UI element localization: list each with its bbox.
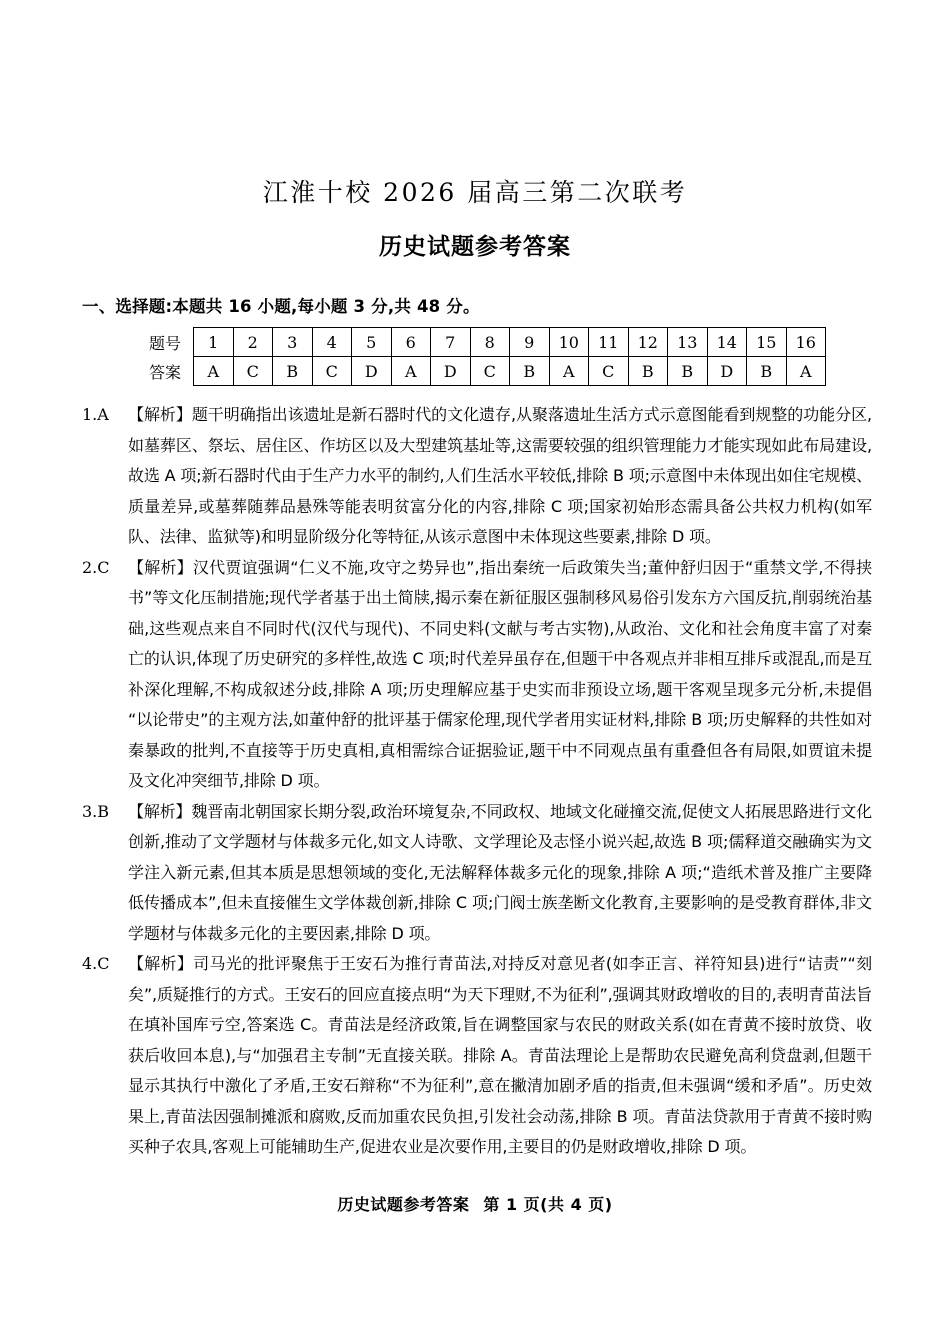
page-title: 江淮十校 2026 届高三第二次联考 (262, 178, 688, 207)
question-number-cell: 1 (194, 328, 234, 357)
explanation-item (82, 949, 872, 1163)
row-header-question-number: 题号 (137, 328, 194, 357)
answer-cell: A (391, 357, 431, 386)
answer-cell: A (194, 357, 234, 386)
footer-doc-name: 历史试题参考答案 (337, 1195, 470, 1214)
answer-cell: D (352, 357, 392, 386)
page-subtitle: 历史试题参考答案 (379, 234, 571, 260)
question-number-cell: 9 (510, 328, 550, 357)
question-number-cell: 12 (628, 328, 668, 357)
question-number-cell: 16 (786, 328, 826, 357)
footer-page-number: 第 1 页(共 4 页) (483, 1195, 613, 1214)
explanation-text: 【解析】魏晋南北朝国家长期分裂,政治环境复杂,不同政权、地域文化碰撞交流,促使文人拓展思路进行文化创新,推动了文学题材与体裁多元化,如文人诗歌、文学理论及志怪小说兴起,故选 B 项;儒释道交融确实为文学注入新元素,但其本质是思想领域的变化,无法解释体裁多元化的现象,排除 A 项;“造纸术普及推广主要降低传播成本”,但未直接催生文学体裁创新,排除 C 项;门阀士族垄断文化教育,主要影响的是受教育群体,非文学题材与体裁多元化的主要因素,排除 D 项。 (128, 801, 872, 943)
explanation-item (82, 400, 872, 553)
question-number-cell: 6 (391, 328, 431, 357)
answer-cell: C (470, 357, 510, 386)
question-number-cell: 13 (668, 328, 708, 357)
explanation-text: 【解析】司马光的批评聚焦于王安石为推行青苗法,对持反对意见者(如李正言、祥符知县)进行“诘责”“刻矣”,质疑推行的方式。王安石的回应直接点明“为天下理财,不为征利”,强调其财政增收的目的,表明青苗法旨在填补国库亏空,答案选 C。青苗法是经济政策,旨在调整国家与农民的财政关系(如在青黄不接时放贷、收获后收回本息),与“加强君主专制”无直接关联。排除 A。青苗法理论上是帮助农民避免高利贷盘剥,但题干显示其执行中激化了矛盾,王安石辩称“不为征利”,意在撇清加剧矛盾的指责,但未强调“缓和矛盾”。历史效果上,青苗法因强制摊派和腐败,反而加重农民负担,引发社会动荡,排除 B 项。青苗法贷款用于青黄不接时购买种子农具,客观上可能辅助生产,促进农业是次要作用,主要目的仍是财政增收,排除 D 项。 (128, 954, 872, 1157)
question-number-cell: 14 (707, 328, 747, 357)
answer-cell: B (510, 357, 550, 386)
explanation-question-label: 4.C (82, 954, 110, 974)
row-header-answer: 答案 (137, 357, 194, 386)
question-number-cell: 3 (273, 328, 313, 357)
explanation-question-label: 3.B (82, 801, 110, 821)
section-heading-multiple-choice: 一、选择题:本题共 16 小题,每小题 3 分,共 48 分。 (82, 296, 480, 316)
answer-cell: D (707, 357, 747, 386)
answer-cell: B (628, 357, 668, 386)
explanation-item (82, 553, 872, 797)
answer-cell: B (273, 357, 313, 386)
explanation-text: 【解析】题干明确指出该遗址是新石器时代的文化遗存,从聚落遗址生活方式示意图能看到规整的功能分区,如墓葬区、祭坛、居住区、作坊区以及大型建筑基址等,这需要较强的组织管理能力才能实现如此布局建设,故选 A 项;新石器时代由于生产力水平的制约,人们生活水平较低,排除 B 项;示意图中未体现出如住宅规模、质量差异,或墓葬随葬品悬殊等能表明贫富分化的内容,排除 C 项;国家初始形态需具备公共权力机构(如军队、法律、监狱等)和明显阶级分化等特征,从该示意图中未体现这些要素,排除 D 项。 (128, 405, 872, 547)
explanation-question-label: 2.C (82, 557, 110, 577)
question-number-cell: 4 (312, 328, 352, 357)
question-number-cell: 15 (747, 328, 787, 357)
answer-cell: A (786, 357, 826, 386)
answer-cell: B (747, 357, 787, 386)
answer-cell: C (233, 357, 273, 386)
table-row-answers (137, 357, 826, 386)
answer-cell: C (589, 357, 629, 386)
explanation-text: 【解析】汉代贾谊强调“仁义不施,攻守之势异也”,指出秦统一后政策失当;董仲舒归因于“重禁文学,不得挟书”等文化压制措施;现代学者基于出土简牍,揭示秦在新征服区强制移风易俗引发东方六国反抗,削弱统治基础,这些观点来自不同时代(汉代与现代)、不同史料(文献与考古实物),从政治、文化和社会角度丰富了对秦亡的认识,体现了历史研究的多样性,故选 C 项;时代差异虽存在,但题干中各观点并非相互排斥或混乱,而是互补深化理解,不构成叙述分歧,排除 A 项;历史理解应基于史实而非预设立场,题干客观呈现多元分析,未提倡“以论带史”的主观方法,如董仲舒的批评基于儒家伦理,现代学者用实证材料,排除 B 项;历史解释的共性如对秦暴政的批判,不直接等于历史真相,真相需综合证据验证,题干中不同观点虽有重叠但各有局限,如贾谊未提及文化冲突细节,排除 D 项。 (128, 557, 872, 791)
answer-cell: C (312, 357, 352, 386)
explanation-question-label: 1.A (82, 405, 109, 425)
question-number-cell: 10 (549, 328, 589, 357)
table-row-question-numbers (137, 328, 826, 357)
question-number-cell: 8 (470, 328, 510, 357)
question-number-cell: 11 (589, 328, 629, 357)
answer-cell: B (668, 357, 708, 386)
answer-cell: D (431, 357, 471, 386)
explanations-container (0, 386, 950, 1163)
question-number-cell: 2 (233, 328, 273, 357)
page-footer (0, 1192, 950, 1215)
answer-table (137, 327, 826, 386)
question-number-cell: 7 (431, 328, 471, 357)
explanation-item (82, 797, 872, 950)
answer-cell: A (549, 357, 589, 386)
question-number-cell: 5 (352, 328, 392, 357)
answer-table-container (0, 317, 950, 386)
